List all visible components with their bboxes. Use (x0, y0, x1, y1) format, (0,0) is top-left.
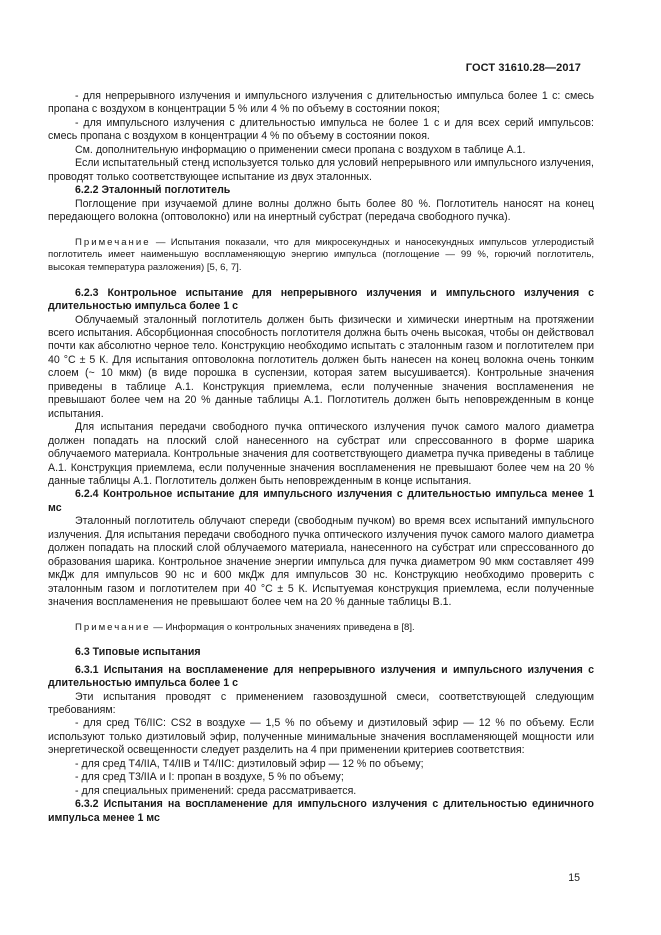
list-item-continuous-radiation: - для непрерывного излучения и импульсного излучения с длительностью импульса более 1 с: смесь пропана с воздухом в концентрации 5 % или 4 % по объему в состоянии покоя; (48, 90, 594, 116)
section-heading-6-2-2: 6.2.2 Эталонный поглотитель (75, 184, 231, 197)
paragraph-absorption: Поглощение при изучаемой длине волны должно быть более 80 %. Поглотитель наносят на конец передающего волокна (оптоволокно) или на инертный субстрат (передача свободного пучка). (48, 197, 594, 224)
note-label: Примечание (75, 236, 151, 248)
paragraph-free-beam: Для испытания передачи свободного пучка оптического излучения пучок самого малого диаметра должен попадать на плоский слой нанесенного на субстрат или спрессованного в форме шарика облучаемого материала. Контрольные значения для соответствующего диаметра пучка приведены в таблице А.1. Конструкция приемлема, если полученные значения воспламенения не превышают более чем на 20 % данные таблицы А.1. Поглотитель должен быть неповрежденным в конце испытания. (48, 421, 594, 487)
list-item-special: - для специальных применений: среда рассматривается. (75, 784, 357, 797)
list-item-pulsed-radiation: - для импульсного излучения с длительностью импульса не более 1 с и для всех серий импульсов: смесь пропана с воздухом в концентрации 4 % по объему в состоянии покоя. (48, 116, 594, 143)
document-number-header: ГОСТ 31610.28—2017 (465, 62, 581, 74)
document-body (48, 90, 594, 825)
list-item-t6: - для сред Т6/IIС: CS2 в воздухе — 1,5 % по объему и диэтиловый эфир — 12 % по объему. Если используют только диэтиловый эфир, полученные минимальные значения воспламеняющей мощности или энергетической освещенности следует разделить на 4 при применении критериев соответствия: (48, 717, 594, 757)
section-heading-6-2-4: 6.2.4 Контрольное испытание для импульсного излучения с длительностью импульса менее 1 мс (48, 488, 594, 514)
section-heading-6-2-3: 6.2.3 Контрольное испытание для непрерывного излучения и импульсного излучения с длительностью импульса более 1 с (48, 286, 594, 313)
section-heading-6-3-1: 6.3.1 Испытания на воспламенение для непрерывного излучения и импульсного излучения с длительностью импульса более 1 с (48, 663, 594, 690)
section-heading-6-3-2: 6.3.2 Испытания на воспламенение для импульсного излучения с длительностью единичного импульса менее 1 мс (48, 798, 594, 824)
note-label: Примечание (75, 621, 151, 633)
note-carbon-absorber (48, 237, 594, 275)
paragraph-see-table: См. дополнительную информацию о применении смеси пропана с воздухом в таблице А.1. (75, 143, 526, 156)
paragraph-reference-absorber: Облучаемый эталонный поглотитель должен быть физически и химически инертным на протяжении всего испытания. Абсорбционная способность поглотителя должна быть очень высокая, чтобы он действовал почти как абсолютно черное тело. Конструкцию необходимо испытать с эталонным газом и поглотителем при 40 °С ± 5 К. Для испытания оптоволокна поглотитель должен быть нанесен на конец волокна очень тонким слоем (~ 10 мкм) (в виде порошка в суспензии, которая затем высушивается). Контрольные значения приведены в таблице А.1. Конструкция приемлема, если полученные значения воспламенения не превышают более чем на 20 % данные таблицы А.1. Поглотитель должен быть неповрежденным в конце испытания. (48, 313, 594, 420)
paragraph-pulsed-reference: Эталонный поглотитель облучают спереди (свободным пучком) во время всех испытаний импульсного излучения. Для испытания передачи свободного пучка оптического излучения пучок самого малого диаметра должен попадать на плоский слой облучаемого материала, нанесенного на субстрат или спрессованного до образования шарика. Контрольное значение энергии импульса для пучка диаметром 90 мкм составляет 499 мкДж для импульсов 90 нс и 600 мкДж для импульсов 30 нс. Конструкцию необходимо проверить с эталонным газом и поглотителем при 40 °С ± 5 К. Испытуемая конструкция приемлема, если полученные значения воспламенения не превышают более чем на 20 % данные таблицы В.1. (48, 515, 594, 609)
note-reference-values (48, 622, 594, 635)
page-number: 15 (568, 872, 580, 884)
list-item-t3: - для сред Т3/IIА и I: пропан в воздухе, 5 % по объему; (75, 771, 344, 784)
note-text: — Испытания показали, что для микросекундных и наносекундных импульсов углеродистый поглотитель имеет наименьшую воспламеняющую энергию импульса (поглощение — 99 %, горючий поглотитель, высокая температура разложения) [5, 6, 7]. (48, 236, 594, 273)
section-heading-6-3: 6.3 Типовые испытания (75, 646, 201, 659)
paragraph-gas-mixture: Эти испытания проводят с применением газовоздушной смеси, соответствующей следующим требованиям: (48, 690, 594, 717)
list-item-t4: - для сред Т4/IIА, Т4/IIВ и Т4/IIС: диэтиловый эфир — 12 % по объему; (75, 757, 424, 770)
note-text: — Информация о контрольных значениях приведена в [8]. (150, 621, 415, 633)
paragraph-test-bench: Если испытательный стенд используется только для условий непрерывного или импульсного излучения, проводят только соответствующее испытание из двух эталонных. (48, 157, 594, 183)
